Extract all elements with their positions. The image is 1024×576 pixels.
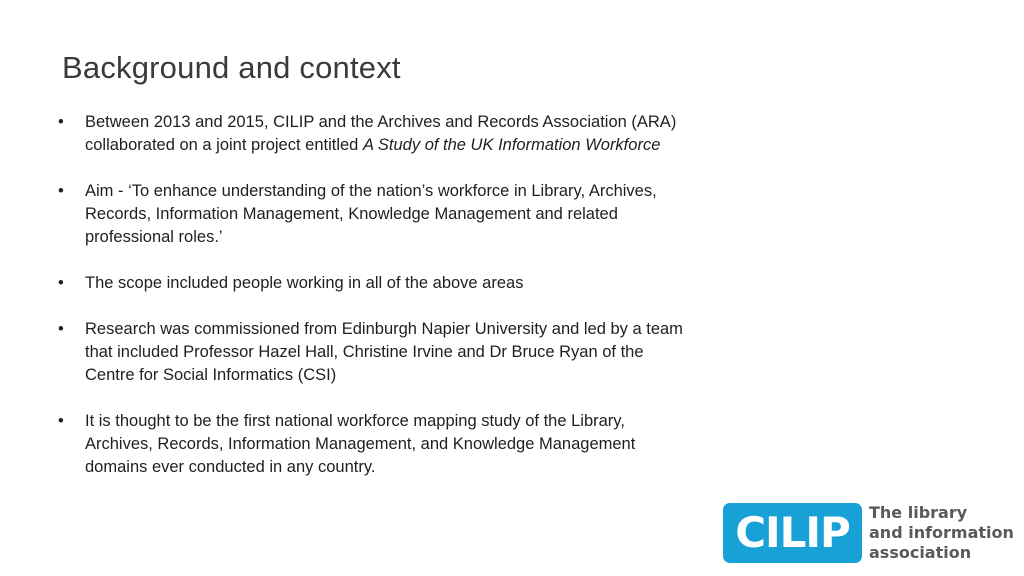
bullet-item [58, 272, 683, 295]
bullet-list [58, 111, 683, 502]
logo-tagline-line: association [869, 543, 972, 562]
bullet-item [58, 318, 683, 387]
bullet-marker: • [58, 320, 64, 338]
logo-tagline-line: and information [869, 523, 1014, 542]
bullet-text [85, 274, 523, 292]
bullet-item [58, 111, 683, 157]
cilip-logo [723, 503, 1014, 565]
bullet-item [58, 410, 683, 479]
bullet-text [85, 113, 676, 154]
logo-tagline-line: The library [869, 503, 968, 522]
bullet-marker: • [58, 274, 64, 292]
logo-tagline [869, 503, 1014, 563]
bullet-marker: • [58, 412, 64, 430]
bullet-text-part: Between 2013 and 2015, CILIP and the Archives and Records Association (ARA) collaborated on a joint project entitled [85, 113, 677, 154]
bullet-text [85, 320, 683, 384]
logo-wordmark: CILIP [735, 508, 850, 557]
bullet-text-italic: A Study of the UK Information Workforce [362, 136, 661, 154]
bullet-text [85, 412, 635, 476]
bullet-text-part: It is thought to be the first national workforce mapping study of the Library, Archives, Records, Information Management, and Knowledge Management domains ever conducted in any country. [85, 412, 636, 476]
bullet-text-part: Research was commissioned from Edinburgh Napier University and led by a team that included Professor Hazel Hall, Christine Irvine and Dr Bruce Ryan of the Centre for Social Informatics (CSI) [85, 320, 683, 384]
slide-title: Background and context [62, 50, 401, 85]
bullet-text-part: Aim - ‘To enhance understanding of the nation’s workforce in Library, Archives, Records, Information Management, Knowledge Management and related professional roles.’ [85, 182, 657, 246]
bullet-marker: • [58, 182, 64, 200]
bullet-text-part: The scope included people working in all of the above areas [85, 274, 524, 292]
bullet-item [58, 180, 683, 249]
bullet-text [85, 182, 657, 246]
bullet-marker: • [58, 113, 64, 131]
